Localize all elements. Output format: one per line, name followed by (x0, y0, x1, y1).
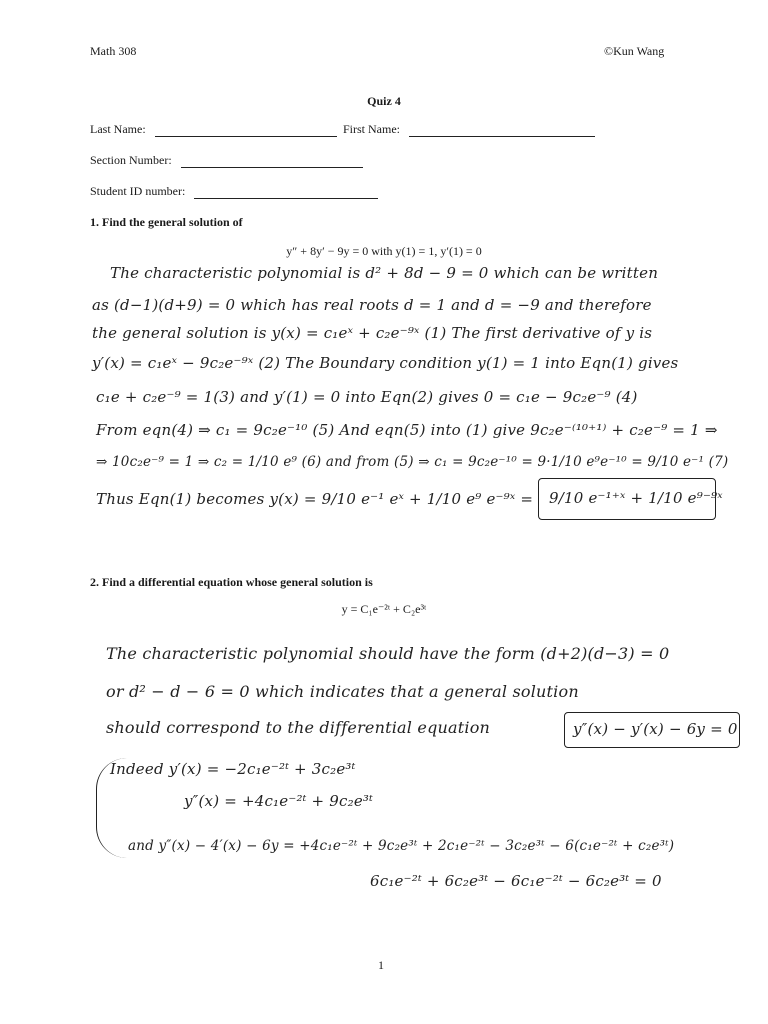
last-name-field[interactable] (90, 122, 337, 137)
q1-prompt: 1. Find the general solution of (90, 215, 243, 229)
q1-answer-line: Thus Eqn(1) becomes y(x) = 9/10 e⁻¹ eˣ + 1/10 e⁹ e⁻⁹ˣ = (96, 490, 534, 508)
q2-check-line: 6c₁e⁻²ᵗ + 6c₂e³ᵗ − 6c₁e⁻²ᵗ − 6c₂e³ᵗ = 0 (370, 872, 662, 890)
q2-check-line: y″(x) = +4c₁e⁻²ᵗ + 9c₂e³ᵗ (184, 792, 374, 810)
first-name-field[interactable] (343, 122, 595, 137)
first-name-label: First Name: (343, 122, 400, 136)
q1-answer-line: y′(x) = c₁eˣ − 9c₂e⁻⁹ˣ (2) The Boundary condition y(1) = 1 into Eqn(1) gives (92, 354, 679, 372)
first-name-line (409, 124, 595, 137)
last-name-line (155, 124, 337, 137)
q2-answer-box (564, 712, 740, 748)
q1-answer-line: the general solution is y(x) = c₁eˣ + c₂e⁻⁹ˣ (1) The first derivative of y is (92, 324, 653, 342)
q1-answer-line: ⇒ 10c₂e⁻⁹ = 1 ⇒ c₂ = 1/10 e⁹ (6) and from (5) ⇒ c₁ = 9c₂e⁻¹⁰ = 9·1/10 e⁹e⁻¹⁰ = 9/10 e⁻¹ (7) (96, 454, 729, 470)
student-id-label: Student ID number: (90, 184, 186, 198)
author-label: ©Kun Wang (604, 44, 665, 58)
q1-answer-line: From eqn(4) ⇒ c₁ = 9c₂e⁻¹⁰ (5) And eqn(5) into (1) give 9c₂e⁻⁽¹⁰⁺¹⁾ + c₂e⁻⁹ = 1 ⇒ (96, 421, 718, 439)
q1-answer-line: The characteristic polynomial is d² + 8d − 9 = 0 which can be written (110, 264, 659, 282)
q2-check-line: and y″(x) − 4′(x) − 6y = +4c₁e⁻²ᵗ + 9c₂e³ᵗ + 2c₁e⁻²ᵗ − 3c₂e³ᵗ − 6(c₁e⁻²ᵗ + c₂e³ᵗ) (128, 838, 675, 854)
q1-answer-line: as (d−1)(d+9) = 0 which has real roots d = 1 and d = −9 and therefore (92, 296, 652, 314)
q2-prompt: 2. Find a differential equation whose general solution is (90, 575, 373, 589)
quiz-title: Quiz 4 (367, 94, 401, 108)
q1-answer-box (538, 478, 723, 520)
student-id-line (194, 186, 378, 199)
section-number-label: Section Number: (90, 153, 172, 167)
q2-answer-line: should correspond to the differential equation (106, 718, 491, 737)
q2-answer-line: The characteristic polynomial should have the form (d+2)(d−3) = 0 (106, 644, 670, 663)
section-number-line (181, 155, 363, 168)
course-label: Math 308 (90, 44, 137, 58)
student-id-field[interactable] (90, 184, 378, 199)
q2-equation: y = C₁e⁻²ᵗ + C₂e³ᵗ (341, 602, 427, 616)
last-name-label: Last Name: (90, 122, 146, 136)
q2-check-line: Indeed y′(x) = −2c₁e⁻²ᵗ + 3c₂e³ᵗ (110, 760, 356, 778)
q1-equation: y″ + 8y′ − 9y = 0 with y(1) = 1, y′(1) = 0 (286, 244, 482, 258)
q1-boxed-answer: 9/10 e⁻¹⁺ˣ + 1/10 e⁹⁻⁹ˣ (549, 489, 723, 507)
q2-answer-line: or d² − d − 6 = 0 which indicates that a general solution (106, 682, 579, 701)
page-number: 1 (378, 958, 384, 972)
q1-answer-line: c₁e + c₂e⁻⁹ = 1(3) and y′(1) = 0 into Eqn(2) gives 0 = c₁e − 9c₂e⁻⁹ (4) (96, 388, 638, 406)
q2-boxed-answer: y″(x) − y′(x) − 6y = 0 (573, 720, 738, 738)
section-number-field[interactable] (90, 153, 363, 168)
